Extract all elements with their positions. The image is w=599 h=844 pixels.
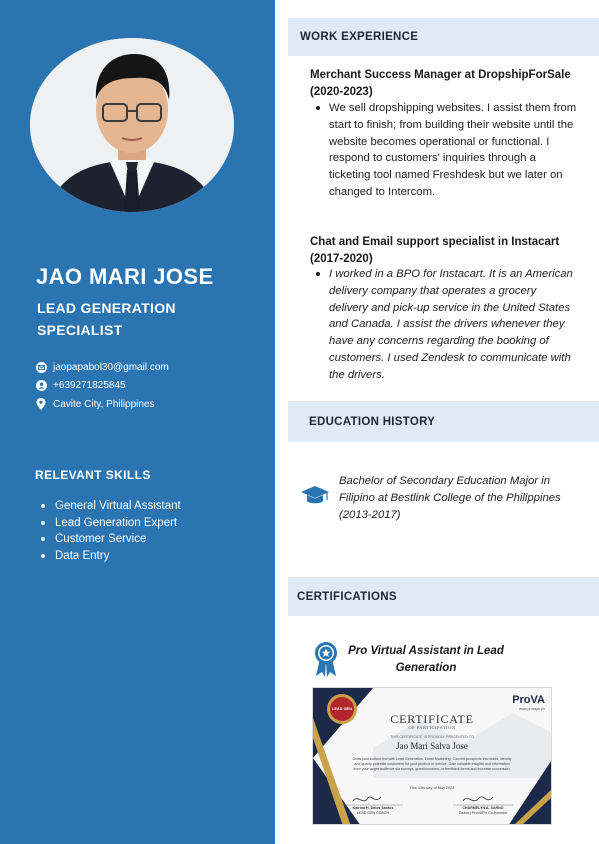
skill-item: Data Entry <box>41 548 181 565</box>
envelope-icon <box>35 361 47 373</box>
job-title: Chat and Email support specialist in Instacart (2017-2020) <box>310 236 560 265</box>
skills-list <box>41 498 181 564</box>
sidebar <box>0 0 275 844</box>
map-pin-icon <box>35 398 47 410</box>
certificate-presented-text: THIS CERTIFICATE IS PROUDLY PRESENTED TO <box>390 735 474 739</box>
email-text[interactable]: jaopapabol30@gmail.com <box>53 361 169 373</box>
certifications-heading: CERTIFICATIONS <box>288 577 599 616</box>
education-heading: EDUCATION HISTORY <box>288 401 599 442</box>
certificate-heading: CERTIFICATE <box>390 712 474 726</box>
candidate-title: LEAD GENERATION SPECIALIST <box>37 300 176 338</box>
person-icon <box>35 380 47 392</box>
prova-logo: ProVA <box>512 694 545 706</box>
contact-list <box>35 358 169 414</box>
certificate-recipient: Jao Mari Salva Jose <box>396 741 468 751</box>
work-experience-heading: WORK EXPERIENCE <box>288 18 599 56</box>
job-title: Merchant Success Manager at DropshipForSale (2020-2023) <box>310 69 571 98</box>
certificate-subheading: OF PARTICIPATION <box>408 725 456 730</box>
prova-logo-url: www.provaph.ph <box>519 707 545 711</box>
lead-gen-badge: LEAD GEN <box>327 694 357 724</box>
education-entry: Bachelor of Secondary Education Major in Filipino at Bestlink College of the Philippines (2013-2017) <box>339 475 561 521</box>
skills-heading: RELEVANT SKILLS <box>35 468 151 482</box>
graduation-cap-icon <box>300 485 330 510</box>
phone-text: +639271825845 <box>53 380 126 392</box>
contact-email[interactable] <box>35 358 169 377</box>
contact-phone <box>35 377 169 396</box>
certificate-image <box>312 687 552 825</box>
person-portrait-icon <box>30 38 234 212</box>
certificate-body: Grow your bottom line with Lead Generation, Email Marketing. Convert prospects into leads, identify and qualify potential customers for your product or service. Gain valuable insights and information from your target audience via surveys, questionnaires, or feedback forms and increase conversion. <box>352 757 512 771</box>
job-description: We sell dropshipping websites. I assist them from start to finish; from building their website until the website becomes operational or functional. I respond to customers' inquiries through a ticketing tool named Freshdesk but we later on changed to Intercom. <box>316 100 578 201</box>
certificate-date: This 13th day of May 2023 <box>409 786 455 790</box>
location-text: Cavite City, Philippines <box>53 398 155 410</box>
skill-item: Lead Generation Expert <box>41 515 181 532</box>
profile-photo <box>30 38 234 212</box>
skill-item: Customer Service <box>41 531 181 548</box>
signature-left: Katrina H. Delos Santos LEAD GEN COACH <box>352 806 394 815</box>
signature-right: CHARMELYN A. SARNO Coach | ProVAPH Co-Founder <box>458 806 508 815</box>
candidate-name: JAO MARI JOSE <box>36 264 214 289</box>
skill-item: General Virtual Assistant <box>41 498 181 515</box>
job-description: I worked in a BPO for Instacart. It is an American delivery company that operates a grocery delivery and pick-up service in the United States and Canada. I assist the drivers whenever they have any concerns regarding the booking of customers. I used Zendesk to communicate with the drivers. <box>316 266 578 384</box>
certification-title: Pro Virtual Assistant in Lead Generation <box>348 645 504 674</box>
contact-location <box>35 395 169 414</box>
